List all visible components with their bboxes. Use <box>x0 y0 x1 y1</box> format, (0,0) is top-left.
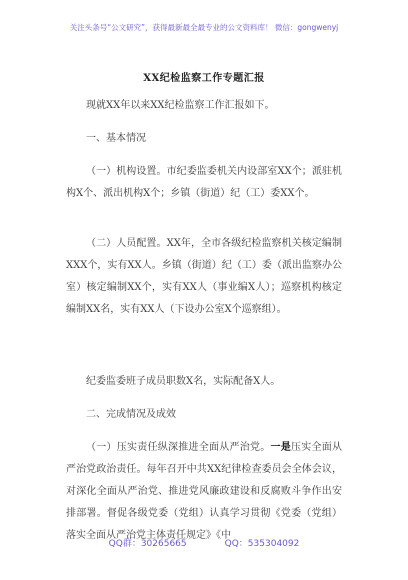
paragraph-leadership: 纪委监委班子成员职数X名，实际配备X人。 <box>86 376 281 387</box>
intro-paragraph: 现就XX年以来XX纪检监察工作汇报如下。 <box>86 100 275 111</box>
paragraph-responsibility <box>66 437 342 547</box>
para-body-text: 压实全面从严治党政治责任。每年召开中共XX纪律检查委员会全体会议，对深化全面从严治党、推进党风廉政建设和反腐败斗争作出安排部署。督促各级党委（党组）认真学习贯彻《党委（党组）落实全面从严治党主体责任规定》《中 <box>66 442 342 541</box>
paragraph-staffing: （二）人员配置。XX年，全市各级纪检监察机关核定编制XXX个，实有XX人。乡镇（街道）纪（工）委（派出监察办公室）核定编制XX个，实有XX人（事业编X人）；巡察机构核定编制XX名，实有XX人（下设办公室X个巡察组）。 <box>66 238 342 315</box>
document-title: XX纪检监察工作专题汇报 <box>143 73 265 84</box>
section-heading-results: 二、完成情况及成效 <box>86 409 176 420</box>
footer-qq-number: QQ：535304092 <box>224 539 300 549</box>
footer-qq-group: QQ群：30265665 <box>108 539 187 549</box>
footer-contacts <box>0 536 408 549</box>
para-bold-marker: 一是 <box>270 442 291 453</box>
paragraph-org-setup: （一）机构设置。市纪委监委机关内设部室XX个；派驻机构X个、派出机构X个；乡镇（街道）纪（工）委XX个。 <box>66 166 342 199</box>
para-lead-text: （一）压实责任纵深推进全面从严治党。 <box>86 442 271 453</box>
section-heading-basic: 一、基本情况 <box>86 133 146 144</box>
header-banner: 关注头条号“公文研究”，获得最新最全最专业的公文资料库！ 微信：gongwenyj <box>69 23 339 32</box>
